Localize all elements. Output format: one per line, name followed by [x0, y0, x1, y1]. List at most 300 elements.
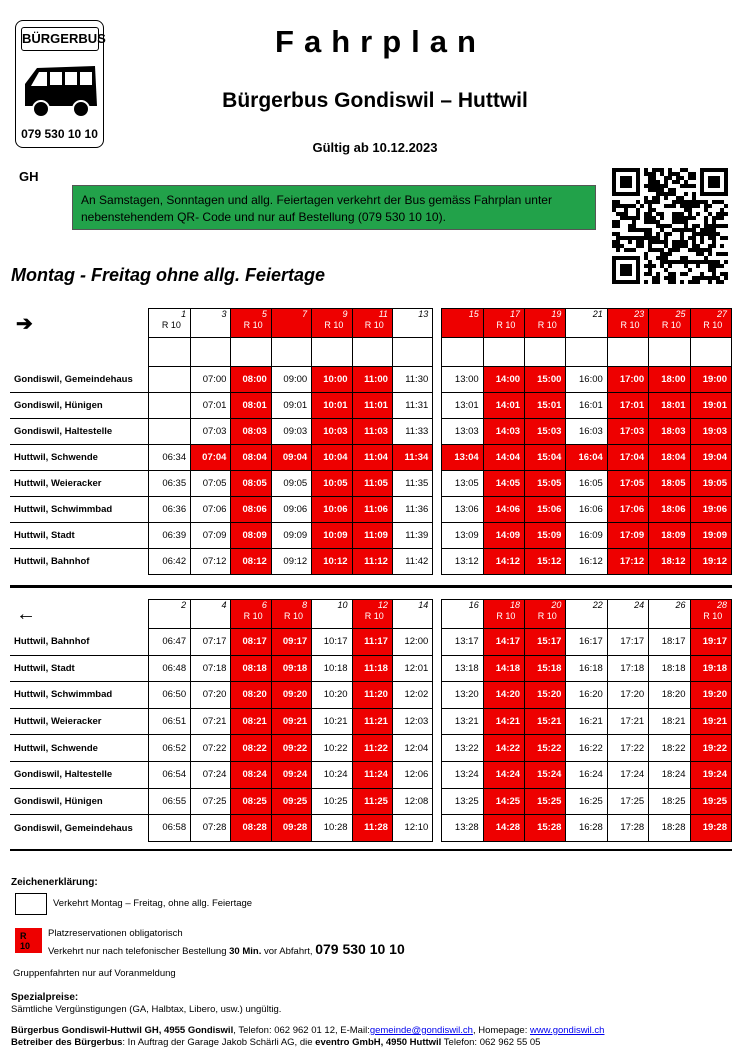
departure-time: 07:00 — [191, 367, 231, 393]
departure-time: 17:00 — [607, 367, 648, 393]
departure-time: 17:09 — [607, 523, 648, 549]
departure-time: 11:00 — [352, 367, 392, 393]
special-text: Sämtliche Vergünstigungen (GA, Halbtax, Libero, usw.) ungültig. — [11, 1004, 282, 1015]
arrow-right-icon: ➔ — [16, 312, 33, 335]
departure-time: 17:06 — [607, 497, 648, 523]
departure-time: 16:20 — [566, 682, 607, 709]
departure-time: 19:18 — [690, 655, 732, 682]
email-link[interactable]: gemeinde@gondiswil.ch — [369, 1025, 473, 1036]
departure-time — [148, 367, 190, 393]
departure-time: 12:03 — [392, 708, 432, 735]
departure-time: 09:00 — [271, 367, 311, 393]
trip-number: 23 R 10 — [607, 309, 648, 338]
departure-time: 08:09 — [231, 523, 271, 549]
departure-time: 09:03 — [271, 419, 311, 445]
departure-time: 10:09 — [312, 523, 352, 549]
departure-time: 14:00 — [483, 367, 524, 393]
departure-time: 06:58 — [148, 815, 190, 842]
trip-number: 9 R 10 — [312, 309, 352, 338]
departure-time: 15:22 — [525, 735, 566, 762]
arrow-left-icon: ← — [16, 602, 36, 625]
station-name: Huttwil, Stadt — [10, 523, 148, 549]
departure-time: 10:25 — [312, 788, 352, 815]
station-name: Gondiswil, Haltestelle — [10, 761, 148, 788]
departure-time: 07:24 — [191, 761, 231, 788]
table-row — [10, 367, 732, 393]
departure-time: 08:20 — [231, 682, 271, 709]
departure-time: 07:06 — [191, 497, 231, 523]
departure-time: 11:17 — [352, 629, 392, 656]
departure-time: 06:42 — [148, 549, 190, 575]
section-title: Montag - Freitag ohne allg. Feiertage — [11, 265, 326, 285]
departure-time: 15:00 — [525, 367, 566, 393]
departure-time: 08:18 — [231, 655, 271, 682]
page-subtitle: Bürgerbus Gondiswil – Huttwil — [222, 89, 528, 112]
station-name: Huttwil, Bahnhof — [14, 556, 90, 568]
table-row — [10, 497, 732, 523]
departure-time: 18:20 — [649, 682, 690, 709]
station-name: Huttwil, Schwende — [10, 735, 148, 762]
trip-number: 19 R 10 — [525, 309, 566, 338]
footer-line-1: Bürgerbus Gondiswil-Huttwil GH, 4955 Gondiswil, Telefon: 062 962 01 12, E-Mail:gemeinde@gondiswil.ch, Homepage: www.gondiswil.ch — [11, 1025, 605, 1036]
departure-time: 08:12 — [231, 549, 271, 575]
departure-time: 14:06 — [483, 497, 524, 523]
station-name: Huttwil, Schwende — [10, 445, 148, 471]
departure-time: 08:00 — [231, 367, 271, 393]
departure-time: 18:24 — [649, 761, 690, 788]
departure-time: 07:03 — [191, 419, 231, 445]
departure-time: 18:28 — [649, 815, 690, 842]
departure-time: 08:06 — [231, 497, 271, 523]
departure-time: 19:28 — [690, 815, 732, 842]
departure-time: 17:05 — [607, 471, 648, 497]
departure-time: 15:28 — [525, 815, 566, 842]
departure-time: 07:05 — [191, 471, 231, 497]
departure-time: 16:28 — [566, 815, 607, 842]
departure-time: 09:06 — [271, 497, 311, 523]
departure-time: 19:04 — [690, 445, 732, 471]
departure-time: 15:12 — [525, 549, 566, 575]
departure-time: 08:17 — [231, 629, 271, 656]
departure-time: 13:18 — [442, 655, 483, 682]
departure-time: 10:22 — [312, 735, 352, 762]
departure-time: 13:00 — [442, 367, 483, 393]
table-row — [10, 523, 732, 549]
station-name: Huttwil, Schwimmbad — [10, 497, 148, 523]
valid-from: Gültig ab 10.12.2023 — [312, 140, 438, 155]
legend-white-box — [15, 893, 47, 915]
trip-number: 28 R 10 — [690, 600, 732, 629]
departure-time: 16:22 — [566, 735, 607, 762]
column-gap — [433, 629, 442, 656]
departure-time: 17:24 — [607, 761, 648, 788]
departure-time: 16:01 — [566, 393, 607, 419]
departure-time: 08:03 — [231, 419, 271, 445]
departure-time: 13:20 — [442, 682, 483, 709]
departure-time: 08:01 — [231, 393, 271, 419]
departure-time: 07:17 — [191, 629, 231, 656]
column-gap — [433, 655, 442, 682]
departure-time: 16:06 — [566, 497, 607, 523]
departure-time: 19:12 — [690, 549, 732, 575]
departure-time: 11:24 — [352, 761, 392, 788]
station-name: Gondiswil, Haltestelle — [10, 419, 148, 445]
departure-time: 08:04 — [231, 445, 271, 471]
departure-time: 13:09 — [442, 523, 483, 549]
departure-time: 11:39 — [392, 523, 432, 549]
column-gap — [433, 708, 442, 735]
station-name: Gondiswil, Hünigen — [10, 393, 148, 419]
departure-time: 14:21 — [483, 708, 524, 735]
column-gap — [433, 419, 442, 445]
departure-time: 17:28 — [607, 815, 648, 842]
departure-time: 17:25 — [607, 788, 648, 815]
table-row — [10, 549, 732, 575]
departure-time: 15:20 — [525, 682, 566, 709]
departure-time: 13:05 — [442, 471, 483, 497]
departure-time: 13:03 — [442, 419, 483, 445]
departure-time: 15:18 — [525, 655, 566, 682]
departure-time: 18:21 — [649, 708, 690, 735]
departure-time: 11:20 — [352, 682, 392, 709]
table-row — [10, 471, 732, 497]
departure-time: 10:06 — [312, 497, 352, 523]
trip-number: 6 R 10 — [231, 600, 271, 629]
departure-time: 11:22 — [352, 735, 392, 762]
departure-time: 06:51 — [148, 708, 190, 735]
departure-time — [148, 393, 190, 419]
departure-time: 18:12 — [649, 549, 690, 575]
departure-time: 19:06 — [690, 497, 732, 523]
column-gap — [433, 393, 442, 419]
trip-number: 7 — [271, 309, 311, 338]
table-row — [10, 735, 732, 762]
departure-time: 09:12 — [271, 549, 311, 575]
departure-time: 12:10 — [392, 815, 432, 842]
station-name: Huttwil, Weieracker — [10, 708, 148, 735]
departure-time: 16:21 — [566, 708, 607, 735]
trip-number: 16 — [442, 600, 483, 629]
trip-number: 15 — [442, 309, 483, 338]
column-gap — [433, 549, 442, 575]
departure-time: 17:04 — [607, 445, 648, 471]
departure-time: 13:17 — [442, 629, 483, 656]
departure-time: 19:20 — [690, 682, 732, 709]
departure-time: 18:09 — [649, 523, 690, 549]
legend-phone: 079 530 10 10 — [315, 941, 405, 957]
trip-number: 4 — [191, 600, 231, 629]
departure-time: 09:17 — [271, 629, 311, 656]
departure-time: 09:28 — [271, 815, 311, 842]
trip-number: 1 R 10 — [148, 309, 190, 338]
departure-time: 09:18 — [271, 655, 311, 682]
departure-time: 14:05 — [483, 471, 524, 497]
departure-time: 14:18 — [483, 655, 524, 682]
departure-time: 10:20 — [312, 682, 352, 709]
column-gap — [433, 761, 442, 788]
departure-time: 11:18 — [352, 655, 392, 682]
departure-time: 15:09 — [525, 523, 566, 549]
departure-time: 15:01 — [525, 393, 566, 419]
departure-time: 19:17 — [690, 629, 732, 656]
departure-time: 06:39 — [148, 523, 190, 549]
departure-time: 11:09 — [352, 523, 392, 549]
departure-time: 14:25 — [483, 788, 524, 815]
departure-time: 15:05 — [525, 471, 566, 497]
departure-time: 14:01 — [483, 393, 524, 419]
departure-time: 16:12 — [566, 549, 607, 575]
departure-time: 06:52 — [148, 735, 190, 762]
legend-title: Zeichenerklärung: — [11, 877, 98, 888]
departure-time: 14:09 — [483, 523, 524, 549]
departure-time: 19:03 — [690, 419, 732, 445]
departure-time: 18:22 — [649, 735, 690, 762]
departure-time: 16:00 — [566, 367, 607, 393]
departure-time: 12:00 — [392, 629, 432, 656]
special-title: Spezialpreise: — [11, 992, 79, 1003]
departure-time: 06:48 — [148, 655, 190, 682]
departure-time: 09:22 — [271, 735, 311, 762]
departure-time: 12:01 — [392, 655, 432, 682]
departure-time: 19:22 — [690, 735, 732, 762]
departure-time: 12:06 — [392, 761, 432, 788]
departure-time: 09:20 — [271, 682, 311, 709]
trip-number: 11 R 10 — [352, 309, 392, 338]
column-gap — [433, 309, 442, 338]
homepage-link[interactable]: www.gondiswil.ch — [530, 1025, 605, 1036]
departure-time — [148, 419, 190, 445]
column-gap — [433, 600, 442, 629]
departure-time: 07:01 — [191, 393, 231, 419]
departure-time: 11:31 — [392, 393, 432, 419]
departure-time: 07:25 — [191, 788, 231, 815]
legend-red-label: R 10 — [20, 931, 31, 951]
trip-number: 18 R 10 — [483, 600, 524, 629]
trip-number: 10 — [312, 600, 352, 629]
departure-time: 11:05 — [352, 471, 392, 497]
departure-time: 09:05 — [271, 471, 311, 497]
trip-number: 26 — [649, 600, 690, 629]
trip-number: 21 — [566, 309, 607, 338]
table-row — [10, 629, 732, 656]
departure-time: 06:34 — [148, 445, 190, 471]
departure-time: 13:04 — [442, 445, 483, 471]
table-row — [10, 761, 732, 788]
departure-time: 09:25 — [271, 788, 311, 815]
departure-time: 07:04 — [191, 445, 231, 471]
table-row — [10, 655, 732, 682]
station-name: Gondiswil, Gemeindehaus — [14, 822, 133, 834]
departure-time: 14:22 — [483, 735, 524, 762]
departure-time: 15:06 — [525, 497, 566, 523]
departure-time: 14:28 — [483, 815, 524, 842]
departure-time: 18:05 — [649, 471, 690, 497]
departure-time: 06:47 — [148, 629, 190, 656]
qr-code-icon[interactable] — [612, 168, 728, 284]
departure-time: 19:05 — [690, 471, 732, 497]
trip-number: 27 R 10 — [690, 309, 732, 338]
station-name: Huttwil, Bahnhof — [10, 629, 148, 656]
departure-time: 08:21 — [231, 708, 271, 735]
departure-time: 11:34 — [392, 445, 432, 471]
trip-number: 14 — [392, 600, 432, 629]
page-title: Fahrplan — [275, 24, 486, 59]
departure-time: 10:28 — [312, 815, 352, 842]
departure-time: 07:18 — [191, 655, 231, 682]
departure-time: 09:24 — [271, 761, 311, 788]
departure-time: 11:04 — [352, 445, 392, 471]
departure-time: 07:21 — [191, 708, 231, 735]
departure-time: 10:24 — [312, 761, 352, 788]
departure-time: 15:21 — [525, 708, 566, 735]
departure-time: 15:04 — [525, 445, 566, 471]
departure-time: 11:42 — [392, 549, 432, 575]
departure-time: 19:09 — [690, 523, 732, 549]
departure-time: 10:04 — [312, 445, 352, 471]
table-row — [10, 419, 732, 445]
departure-time: 18:18 — [649, 655, 690, 682]
departure-time: 16:18 — [566, 655, 607, 682]
departure-time: 07:20 — [191, 682, 231, 709]
departure-time: 11:25 — [352, 788, 392, 815]
departure-time: 06:54 — [148, 761, 190, 788]
departure-time: 17:20 — [607, 682, 648, 709]
departure-time: 13:06 — [442, 497, 483, 523]
divider — [10, 585, 732, 588]
trip-number-row — [10, 600, 732, 629]
departure-time: 13:21 — [442, 708, 483, 735]
departure-time: 06:35 — [148, 471, 190, 497]
legend-red-box — [15, 928, 42, 953]
departure-time: 17:12 — [607, 549, 648, 575]
trip-number: 5 R 10 — [231, 309, 271, 338]
departure-time: 11:28 — [352, 815, 392, 842]
table-row — [10, 815, 732, 842]
departure-time: 11:21 — [352, 708, 392, 735]
departure-time: 08:22 — [231, 735, 271, 762]
departure-time: 06:36 — [148, 497, 190, 523]
trip-number: 22 — [566, 600, 607, 629]
trip-number: 12 R 10 — [352, 600, 392, 629]
departure-time: 17:22 — [607, 735, 648, 762]
departure-time: 13:24 — [442, 761, 483, 788]
trip-number: 25 R 10 — [649, 309, 690, 338]
departure-time: 15:03 — [525, 419, 566, 445]
departure-time: 11:30 — [392, 367, 432, 393]
departure-time: 09:09 — [271, 523, 311, 549]
departure-time: 14:20 — [483, 682, 524, 709]
trip-number: 3 — [191, 309, 231, 338]
departure-time: 13:12 — [442, 549, 483, 575]
departure-time: 16:17 — [566, 629, 607, 656]
departure-time: 17:17 — [607, 629, 648, 656]
station-name: Huttwil, Weieracker — [10, 471, 148, 497]
column-gap — [433, 497, 442, 523]
departure-time: 15:25 — [525, 788, 566, 815]
trip-number: 13 — [392, 309, 432, 338]
departure-time: 13:22 — [442, 735, 483, 762]
departure-time: 06:55 — [148, 788, 190, 815]
station-name: Huttwil, Schwimmbad — [10, 682, 148, 709]
departure-time: 10:18 — [312, 655, 352, 682]
departure-time: 14:12 — [483, 549, 524, 575]
departure-time: 13:01 — [442, 393, 483, 419]
departure-time: 18:04 — [649, 445, 690, 471]
logo-phone: 079 530 10 10 — [21, 127, 98, 141]
spacer-row — [10, 338, 732, 367]
column-gap — [433, 788, 442, 815]
departure-time: 17:03 — [607, 419, 648, 445]
departure-time: 11:36 — [392, 497, 432, 523]
departure-time: 16:03 — [566, 419, 607, 445]
departure-time: 09:01 — [271, 393, 311, 419]
departure-time: 10:17 — [312, 629, 352, 656]
departure-time: 19:25 — [690, 788, 732, 815]
trip-number-row — [10, 309, 732, 338]
departure-time: 07:12 — [191, 549, 231, 575]
departure-time: 08:28 — [231, 815, 271, 842]
departure-time: 06:50 — [148, 682, 190, 709]
station-name: Huttwil, Stadt — [10, 655, 148, 682]
trip-number: 8 R 10 — [271, 600, 311, 629]
column-gap — [433, 523, 442, 549]
departure-time: 08:25 — [231, 788, 271, 815]
departure-time: 11:01 — [352, 393, 392, 419]
departure-time: 17:18 — [607, 655, 648, 682]
departure-time: 08:05 — [231, 471, 271, 497]
departure-time: 14:24 — [483, 761, 524, 788]
footer-line-2: Betreiber des Bürgerbus: In Auftrag der Garage Jakob Schärli AG, die eventro GmbH, 4950 Huttwil Telefon: 062 962 55 05 — [11, 1037, 541, 1048]
legend-red-line1: Platzreservationen obligatorisch — [48, 928, 183, 939]
timetable-inbound — [10, 599, 732, 842]
departure-time: 15:24 — [525, 761, 566, 788]
departure-time: 19:21 — [690, 708, 732, 735]
departure-time: 11:06 — [352, 497, 392, 523]
departure-time: 16:05 — [566, 471, 607, 497]
trip-number: 2 — [148, 600, 190, 629]
departure-time: 14:17 — [483, 629, 524, 656]
departure-time: 16:24 — [566, 761, 607, 788]
departure-time: 18:06 — [649, 497, 690, 523]
departure-time: 15:17 — [525, 629, 566, 656]
departure-time: 09:21 — [271, 708, 311, 735]
departure-time: 18:03 — [649, 419, 690, 445]
table-row — [10, 682, 732, 709]
departure-time: 18:00 — [649, 367, 690, 393]
departure-time: 07:09 — [191, 523, 231, 549]
bus-icon — [19, 54, 101, 124]
timetable-outbound — [10, 308, 732, 575]
table-row — [10, 788, 732, 815]
departure-time: 19:24 — [690, 761, 732, 788]
departure-time: 10:03 — [312, 419, 352, 445]
departure-time: 07:28 — [191, 815, 231, 842]
departure-time: 18:17 — [649, 629, 690, 656]
route-code: GH — [19, 169, 39, 184]
departure-time: 17:21 — [607, 708, 648, 735]
departure-time: 16:09 — [566, 523, 607, 549]
departure-time: 11:12 — [352, 549, 392, 575]
departure-time: 07:22 — [191, 735, 231, 762]
departure-time: 14:03 — [483, 419, 524, 445]
divider — [10, 849, 732, 851]
departure-time: 10:12 — [312, 549, 352, 575]
table-row — [10, 445, 732, 471]
column-gap — [433, 735, 442, 762]
departure-time: 09:04 — [271, 445, 311, 471]
trip-number: 20 R 10 — [525, 600, 566, 629]
departure-time: 10:01 — [312, 393, 352, 419]
